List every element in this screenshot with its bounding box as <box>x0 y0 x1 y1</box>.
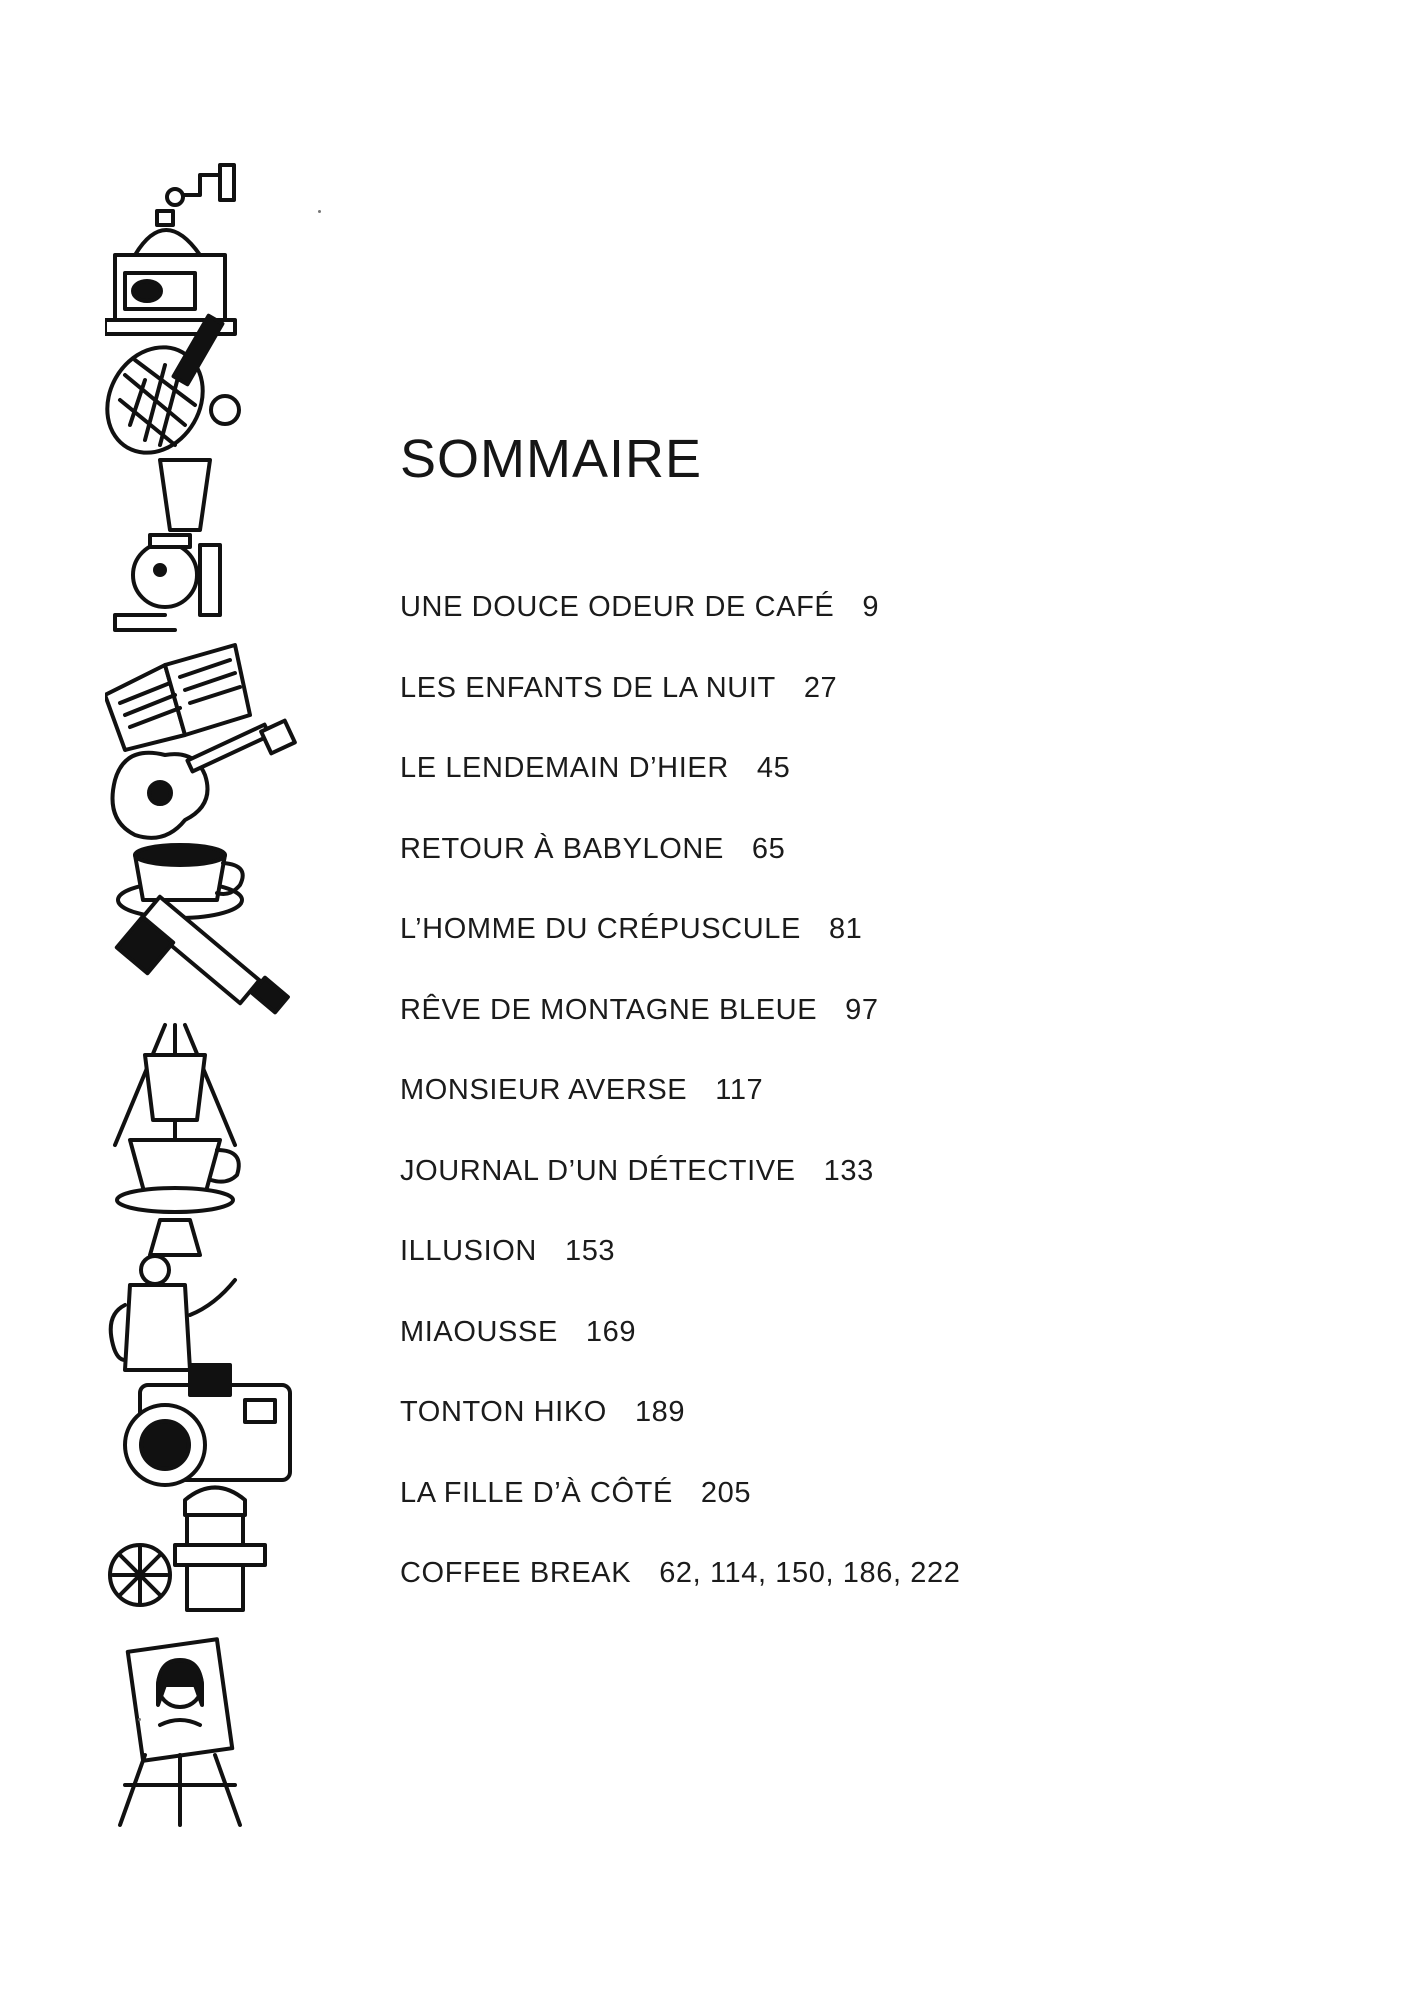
toc-entry-title: RETOUR À BABYLONE <box>400 832 724 865</box>
toc-entry-page: 45 <box>756 752 791 784</box>
toc-entry <box>400 1383 961 1464</box>
toc-entry-page: 169 <box>585 1315 637 1348</box>
kettle-icon <box>111 1256 235 1370</box>
coffee-dripper-icon <box>117 1140 239 1255</box>
camera-icon <box>125 1365 290 1485</box>
toc-entry <box>400 1142 961 1223</box>
toc-entry-title: RÊVE DE MONTAGNE BLEUE <box>400 993 818 1026</box>
toc-entry <box>400 981 961 1062</box>
open-book-icon <box>105 645 250 750</box>
easel-portrait-icon <box>120 1639 240 1825</box>
toc-entry <box>400 1464 961 1545</box>
toc-entry-page: 205 <box>700 1476 752 1509</box>
toc-entry-title: L’HOMME DU CRÉPUSCULE <box>400 913 801 945</box>
toc-entry <box>400 1544 961 1625</box>
toc-entry-page: 189 <box>634 1396 686 1428</box>
toc-entry-title: MIAOUSSE <box>400 1315 558 1348</box>
toc-entry-page: 65 <box>751 832 786 865</box>
toc-entry <box>400 900 961 981</box>
toc-entry-title: MONSIEUR AVERSE <box>400 1074 688 1106</box>
toc-entry-title: ILLUSION <box>400 1235 537 1267</box>
tennis-racket-icon <box>105 316 239 470</box>
toc-entry-page: 27 <box>803 671 838 704</box>
toc-entry-page: 153 <box>564 1235 616 1267</box>
toc-entry-page: 117 <box>715 1074 764 1106</box>
toc-entry-title: TONTON HIKO <box>400 1396 607 1428</box>
toc-entry <box>400 1303 961 1384</box>
stacked-objects-illustration <box>105 155 325 1835</box>
toc-entry <box>400 659 961 740</box>
toc-entry-title: LA FILLE D’À CÔTÉ <box>400 1476 673 1509</box>
print-speck <box>318 210 321 213</box>
toc-entry-title: LES ENFANTS DE LA NUIT <box>400 671 776 704</box>
toc-entry-page: 81 <box>828 913 863 945</box>
toc-entry-page: 97 <box>845 993 879 1026</box>
toc-entry-page: 9 <box>862 591 880 623</box>
print-speck <box>138 1718 141 1721</box>
coffee-cup-icon <box>118 845 243 918</box>
toc-list <box>400 578 961 1625</box>
toc-entry <box>400 1222 961 1303</box>
coffee-grinder-icon <box>105 165 235 334</box>
toc-entry-title: LE LENDEMAIN D’HIER <box>400 752 729 784</box>
toc-entry-page: 133 <box>823 1154 874 1187</box>
toc-entry <box>400 1061 961 1142</box>
toc-entry <box>400 739 961 820</box>
toc-entry <box>400 578 961 659</box>
toc-entry-page: 62, 114, 150, 186, 222 <box>659 1557 961 1589</box>
toc-heading: SOMMAIRE <box>400 429 703 489</box>
toc-entry-title: COFFEE BREAK <box>400 1557 632 1589</box>
toc-entry-title: JOURNAL D’UN DÉTECTIVE <box>400 1154 796 1187</box>
telescope-icon <box>115 897 288 1145</box>
toc-entry-title: UNE DOUCE ODEUR DE CAFÉ <box>400 591 835 623</box>
fire-hydrant-icon <box>110 1488 265 1611</box>
toc-entry <box>400 820 961 901</box>
siphon-coffee-maker-icon <box>115 460 220 630</box>
